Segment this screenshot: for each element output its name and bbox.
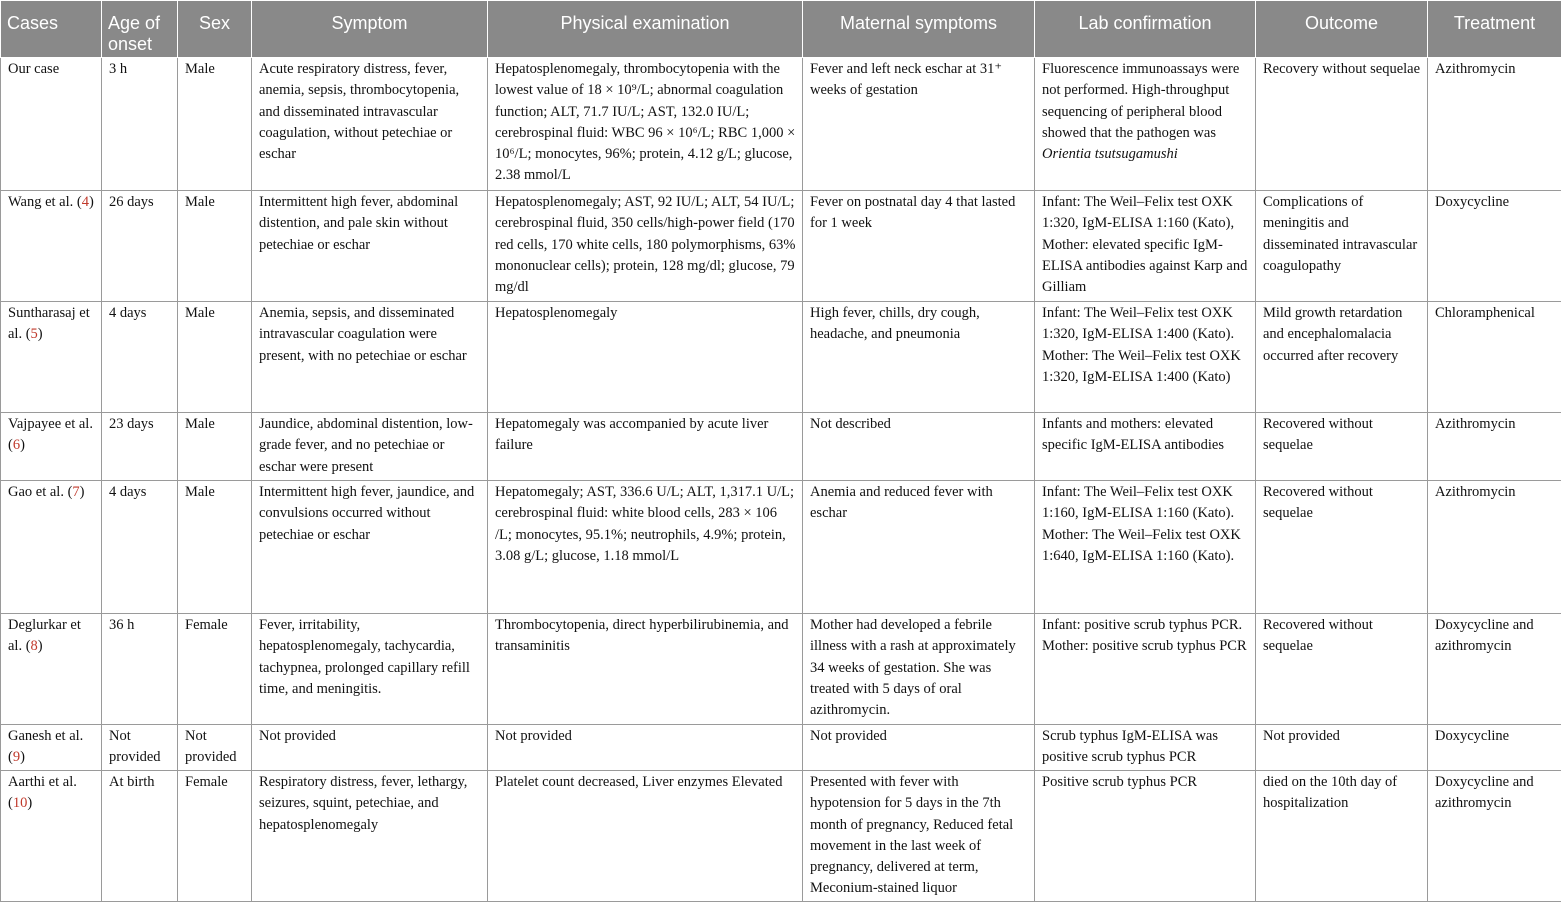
table-row bbox=[1, 58, 1561, 191]
age-cell: 36 h bbox=[102, 614, 178, 725]
symptom-cell: Fever, irritability, hepatosplenomegaly, tachycardia, tachypnea, prolonged capillary refill time, and meningitis. bbox=[252, 614, 488, 725]
treatment-cell: Azithromycin bbox=[1428, 58, 1561, 191]
maternal-cell: Fever on postnatal day 4 that lasted for 1 week bbox=[803, 191, 1035, 302]
sex-cell: Male bbox=[178, 481, 252, 614]
treatment-cell: Azithromycin bbox=[1428, 413, 1561, 481]
lab-text: Fluorescence immunoassays were not performed. High-throughput sequencing of peripheral blood showed that the pathogen was bbox=[1042, 61, 1239, 141]
case-name-close: ) bbox=[27, 795, 32, 811]
maternal-cell: Not described bbox=[803, 413, 1035, 481]
case-name: Wang et al. ( bbox=[8, 194, 82, 210]
lab-cell bbox=[1035, 771, 1256, 902]
treatment-cell: Chloramphenical bbox=[1428, 302, 1561, 413]
reference-link[interactable]: 8 bbox=[31, 638, 38, 654]
case-cell bbox=[1, 614, 102, 725]
case-name: Our case bbox=[8, 61, 59, 77]
column-header-outcome: Outcome bbox=[1256, 1, 1428, 58]
lab-text: Scrub typhus IgM-ELISA was positive scrub typhus PCR bbox=[1042, 728, 1218, 765]
column-header-physical-examination: Physical examination bbox=[488, 1, 803, 58]
treatment-cell: Doxycycline bbox=[1428, 725, 1561, 771]
outcome-cell: Complications of meningitis and disseminated intravascular coagulopathy bbox=[1256, 191, 1428, 302]
exam-cell: Hepatomegaly was accompanied by acute liver failure bbox=[488, 413, 803, 481]
column-header-lab-confirmation: Lab confirmation bbox=[1035, 1, 1256, 58]
sex-cell: Male bbox=[178, 191, 252, 302]
outcome-cell: Recovered without sequelae bbox=[1256, 481, 1428, 614]
sex-cell: Male bbox=[178, 58, 252, 191]
lab-cell bbox=[1035, 481, 1256, 614]
exam-cell: Hepatosplenomegaly bbox=[488, 302, 803, 413]
table-row bbox=[1, 191, 1561, 302]
reference-link[interactable]: 9 bbox=[13, 749, 20, 765]
column-header-symptom: Symptom bbox=[252, 1, 488, 58]
sex-cell: Female bbox=[178, 771, 252, 902]
reference-link[interactable]: 6 bbox=[13, 437, 20, 453]
table-body bbox=[1, 58, 1561, 902]
symptom-cell: Anemia, sepsis, and disseminated intravascular coagulation were present, with no petechiae or eschar bbox=[252, 302, 488, 413]
table-row bbox=[1, 771, 1561, 902]
reference-link[interactable]: 5 bbox=[31, 326, 38, 342]
case-cell bbox=[1, 771, 102, 902]
age-cell: 4 days bbox=[102, 481, 178, 614]
table-row bbox=[1, 302, 1561, 413]
table-row bbox=[1, 481, 1561, 614]
exam-cell: Not provided bbox=[488, 725, 803, 771]
table-row bbox=[1, 614, 1561, 725]
reference-link[interactable]: 4 bbox=[82, 194, 89, 210]
case-name-close: ) bbox=[38, 326, 43, 342]
lab-cell bbox=[1035, 191, 1256, 302]
reference-link[interactable]: 10 bbox=[13, 795, 28, 811]
exam-cell: Thrombocytopenia, direct hyperbilirubinemia, and transaminitis bbox=[488, 614, 803, 725]
maternal-cell: Anemia and reduced fever with eschar bbox=[803, 481, 1035, 614]
case-name: Ganesh et al. ( bbox=[8, 728, 83, 765]
outcome-cell: Recovered without sequelae bbox=[1256, 614, 1428, 725]
lab-text: Infant: The Weil–Felix test OXK 1:320, IgM-ELISA 1:160 (Kato), Mother: elevated specific IgM-ELISA antibodies against Karp and Gilliam bbox=[1042, 194, 1247, 295]
column-header-age-of-onset: Age of onset bbox=[102, 1, 178, 58]
case-cell bbox=[1, 725, 102, 771]
age-cell: Not provided bbox=[102, 725, 178, 771]
symptom-cell: Respiratory distress, fever, lethargy, seizures, squint, petechiae, and hepatosplenomegaly bbox=[252, 771, 488, 902]
outcome-cell: Not provided bbox=[1256, 725, 1428, 771]
lab-cell bbox=[1035, 413, 1256, 481]
case-name-close: ) bbox=[89, 194, 94, 210]
sex-cell: Male bbox=[178, 413, 252, 481]
table-row bbox=[1, 413, 1561, 481]
lab-text: Infant: The Weil–Felix test OXK 1:160, IgM-ELISA 1:160 (Kato). Mother: The Weil–Felix test OXK 1:640, IgM-ELISA 1:160 (Kato). bbox=[1042, 484, 1241, 564]
outcome-cell: died on the 10th day of hospitalization bbox=[1256, 771, 1428, 902]
lab-cell bbox=[1035, 725, 1256, 771]
symptom-cell: Jaundice, abdominal distention, low-grade fever, and no petechiae or eschar were present bbox=[252, 413, 488, 481]
exam-cell: Platelet count decreased, Liver enzymes Elevated bbox=[488, 771, 803, 902]
case-name: Aarthi et al. ( bbox=[8, 774, 77, 811]
symptom-cell: Acute respiratory distress, fever, anemia, sepsis, thrombocytopenia, and disseminated intravascular coagulation, without petechiae or eschar bbox=[252, 58, 488, 191]
table-row bbox=[1, 725, 1561, 771]
lab-text: Positive scrub typhus PCR bbox=[1042, 774, 1197, 790]
maternal-cell: Presented with fever with hypotension for 5 days in the 7th month of pregnancy, Reduced fetal movement in the last week of pregnancy, delivered at term, Meconium-stained liquor bbox=[803, 771, 1035, 902]
exam-cell: Hepatosplenomegaly; AST, 92 IU/L; ALT, 54 IU/L; cerebrospinal fluid, 350 cells/high-power field (170 red cells, 170 white cells, 180 polymorphisms, 63% mononuclear cells); protein, 128 mg/dl; glucose, 79 mg/dl bbox=[488, 191, 803, 302]
sex-cell: Female bbox=[178, 614, 252, 725]
case-name-close: ) bbox=[38, 638, 43, 654]
age-cell: 3 h bbox=[102, 58, 178, 191]
sex-cell: Male bbox=[178, 302, 252, 413]
lab-text: Infant: positive scrub typhus PCR. Mother: positive scrub typhus PCR bbox=[1042, 617, 1247, 654]
case-cell bbox=[1, 58, 102, 191]
case-name-close: ) bbox=[20, 437, 25, 453]
header-row bbox=[1, 1, 1561, 58]
symptom-cell: Intermittent high fever, abdominal distention, and pale skin without petechiae or eschar bbox=[252, 191, 488, 302]
age-cell: 4 days bbox=[102, 302, 178, 413]
case-name: Gao et al. ( bbox=[8, 484, 72, 500]
symptom-cell: Not provided bbox=[252, 725, 488, 771]
age-cell: 26 days bbox=[102, 191, 178, 302]
symptom-cell: Intermittent high fever, jaundice, and convulsions occurred without petechiae or eschar bbox=[252, 481, 488, 614]
treatment-cell: Doxycycline bbox=[1428, 191, 1561, 302]
maternal-cell: Mother had developed a febrile illness with a rash at approximately 34 weeks of gestation. She was treated with 5 days of oral azithromycin. bbox=[803, 614, 1035, 725]
case-name: Vajpayee et al. ( bbox=[8, 416, 93, 453]
case-name-close: ) bbox=[80, 484, 85, 500]
maternal-cell: Not provided bbox=[803, 725, 1035, 771]
case-name: Deglurkar et al. ( bbox=[8, 617, 81, 654]
sex-cell: Not provided bbox=[178, 725, 252, 771]
column-header-maternal-symptoms: Maternal symptoms bbox=[803, 1, 1035, 58]
pathogen-name: Orientia tsutsugamushi bbox=[1042, 146, 1178, 162]
exam-cell: Hepatosplenomegaly, thrombocytopenia with the lowest value of 18 × 10⁹/L; abnormal coagulation function; ALT, 71.7 IU/L; AST, 132.0 IU/L; cerebrospinal fluid: WBC 96 × 10⁶/L; RBC 1,000 × 10⁶/L; monocytes, 96%; protein, 4.12 g/L; glucose, 2.38 mmol/L bbox=[488, 58, 803, 191]
case-cell bbox=[1, 413, 102, 481]
maternal-cell: High fever, chills, dry cough, headache, and pneumonia bbox=[803, 302, 1035, 413]
age-cell: 23 days bbox=[102, 413, 178, 481]
lab-cell bbox=[1035, 302, 1256, 413]
case-cell bbox=[1, 302, 102, 413]
case-cell bbox=[1, 481, 102, 614]
lab-text: Infant: The Weil–Felix test OXK 1:320, IgM-ELISA 1:400 (Kato). Mother: The Weil–Felix test OXK 1:320, IgM-ELISA 1:400 (Kato) bbox=[1042, 305, 1241, 385]
exam-cell: Hepatomegaly; AST, 336.6 U/L; ALT, 1,317.1 U/L; cerebrospinal fluid: white blood cells, 283 × 106 /L; monocytes, 95.1%; neutrophils, 4.9%; protein, 3.08 g/L; glucose, 1.18 mmol/L bbox=[488, 481, 803, 614]
treatment-cell: Doxycycline and azithromycin bbox=[1428, 614, 1561, 725]
column-header-sex: Sex bbox=[178, 1, 252, 58]
column-header-cases: Cases bbox=[1, 1, 102, 58]
case-cell bbox=[1, 191, 102, 302]
lab-cell bbox=[1035, 58, 1256, 191]
lab-cell bbox=[1035, 614, 1256, 725]
case-name-close: ) bbox=[20, 749, 25, 765]
maternal-cell: Fever and left neck eschar at 31⁺ weeks of gestation bbox=[803, 58, 1035, 191]
reference-link[interactable]: 7 bbox=[72, 484, 79, 500]
treatment-cell: Doxycycline and azithromycin bbox=[1428, 771, 1561, 902]
table-header bbox=[1, 1, 1561, 58]
column-header-treatment: Treatment bbox=[1428, 1, 1561, 58]
treatment-cell: Azithromycin bbox=[1428, 481, 1561, 614]
case-name: Suntharasaj et al. ( bbox=[8, 305, 90, 342]
outcome-cell: Recovered without sequelae bbox=[1256, 413, 1428, 481]
age-cell: At birth bbox=[102, 771, 178, 902]
lab-text: Infants and mothers: elevated specific IgM-ELISA antibodies bbox=[1042, 416, 1224, 453]
outcome-cell: Mild growth retardation and encephalomalacia occurred after recovery bbox=[1256, 302, 1428, 413]
outcome-cell: Recovery without sequelae bbox=[1256, 58, 1428, 191]
